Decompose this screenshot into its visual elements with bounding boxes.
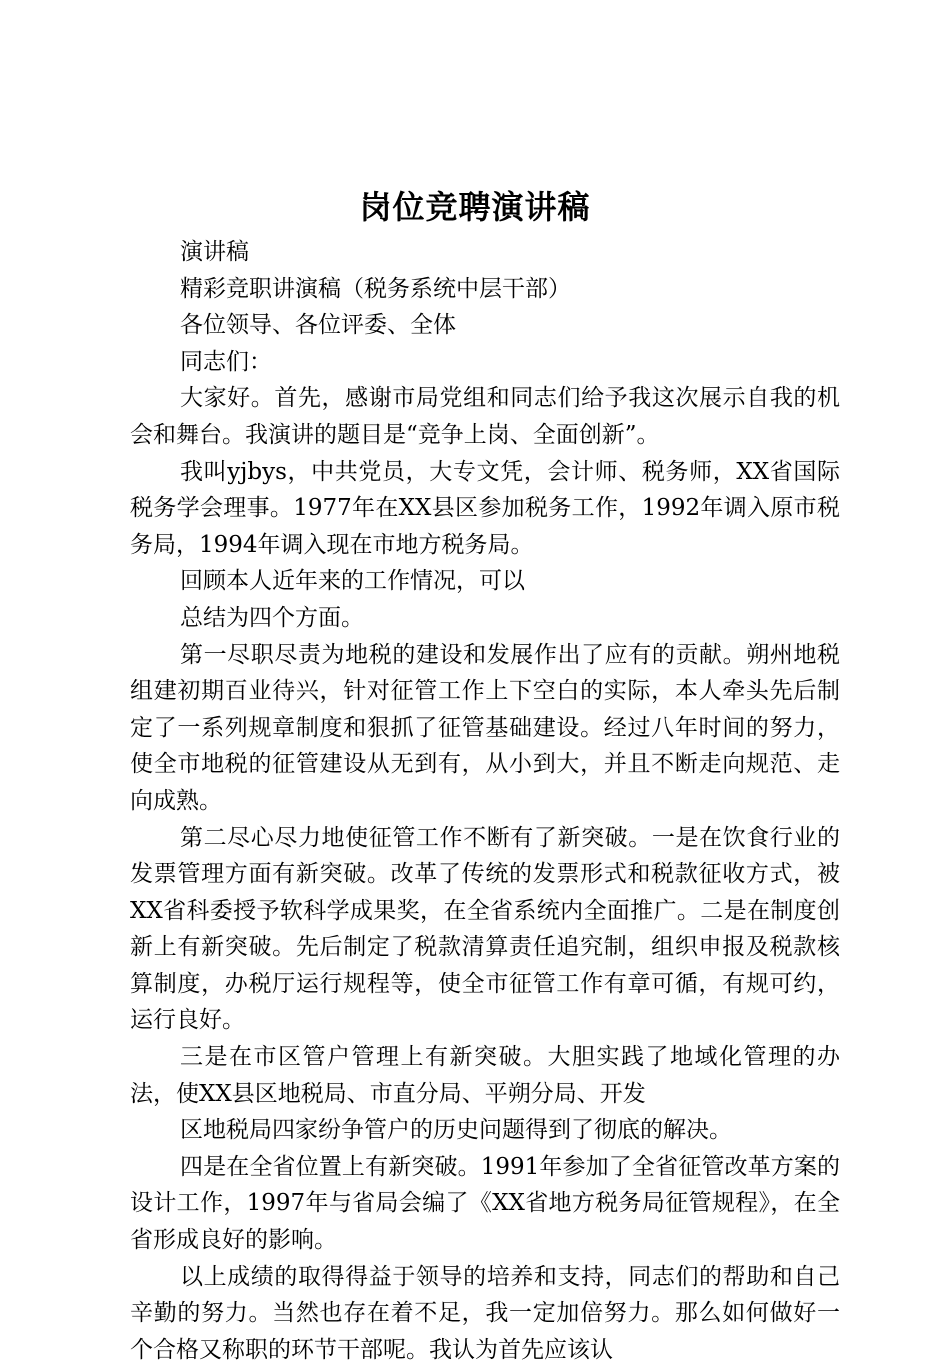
paragraph: 精彩竞职讲演稿（税务系统中层干部）: [180, 275, 571, 302]
paragraph: 我叫yjbys，中共党员，大专文凭，会计师、税务师，XX省国际税务学会理事。1977年在XX县区参加税务工作，1992年调入原市税务局，1994年调入现在市地方税务局。: [130, 458, 840, 558]
paragraph: 第二尽心尽力地使征管工作不断有了新突破。一是在饮食行业的发票管理方面有新突破。改革了传统的发票形式和税款征收方式，被XX省科委授予软科学成果奖，在全省系统内全面推广。二是在制度创新上有新突破。先后制定了税款清算责任追究制，组织申报及税款核算制度，办税厅运行规程等，使全市征管工作有章可循，有规可约，运行良好。: [130, 824, 840, 1034]
paragraph: 同志们：: [180, 348, 272, 375]
paragraph: 四是在全省位置上有新突破。1991年参加了全省征管改革方案的设计工作，1997年与省局会编了《XX省地方税务局征管规程》，在全省形成良好的影响。: [130, 1153, 840, 1254]
paragraph: 总结为四个方面。: [180, 604, 364, 631]
paragraph: 区地税局四家纷争管户的历史问题得到了彻底的解决。: [180, 1117, 732, 1144]
paragraph: 第一尽职尽责为地税的建设和发展作出了应有的贡献。朔州地税组建初期百业待兴，针对征管工作上下空白的实际，本人牵头先后制定了一系列规章制度和狠抓了征管基础建设。经过八年时间的努力，使全市地税的征管建设从无到有，从小到大，并且不断走向规范、走向成熟。: [130, 641, 840, 814]
document-title: 岗位竞聘演讲稿: [359, 188, 591, 226]
document-body: [130, 234, 840, 1368]
paragraph: 回顾本人近年来的工作情况，可以: [180, 568, 525, 595]
paragraph: 各位领导、各位评委、全体: [180, 312, 456, 339]
paragraph: 以上成绩的取得得益于领导的培养和支持，同志们的帮助和自己辛勤的努力。当然也存在着不足，我一定加倍努力。那么如何做好一个合格又称职的环节干部呢。我认为首先应该认: [130, 1263, 840, 1363]
paragraph: 大家好。首先，感谢市局党组和同志们给予我这次展示自我的机会和舞台。我演讲的题目是“竞争上岗、全面创新”。: [130, 385, 840, 448]
paragraph: 三是在市区管户管理上有新突破。大胆实践了地域化管理的办法，使XX县区地税局、市直分局、平朔分局、开发: [130, 1044, 840, 1107]
paragraph: 演讲稿: [180, 239, 249, 265]
